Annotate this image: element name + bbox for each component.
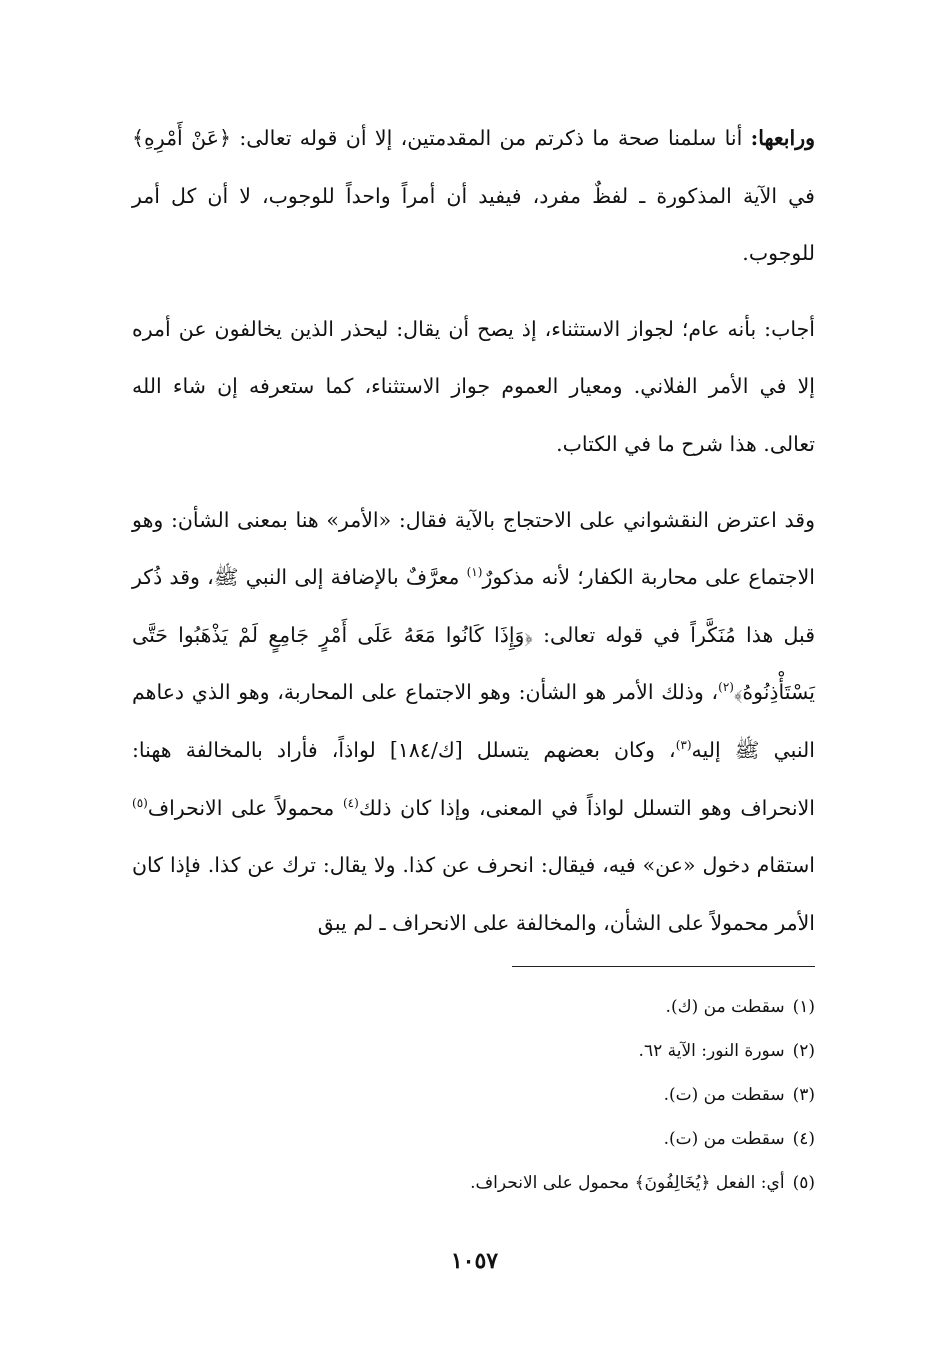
- footnote-ref: (٣): [675, 738, 692, 753]
- footnote-number: (٤): [792, 1129, 815, 1149]
- footnote-text: أي: الفعل ﴿يُخَالِفُونَ﴾ محمول على الانحراف.: [470, 1173, 785, 1193]
- text-run: استقام دخول «عن» فيه، فيقال: انحرف عن كذا. ولا يقال: ترك عن كذا. فإذا كان الأمر محمولاً على الشأن، والمخالفة على الانحراف ـ لم يبق: [132, 853, 815, 935]
- text-run: أنا سلمنا صحة ما ذكرتم من المقدمتين، إلا أن قوله تعالى: ﴿عَنْ أَمْرِهِ﴾ في الآية المذكورة ـ لفظٌ مفرد، فيفيد أن أمراً واحداً للوجوب، لا أن كل أمر للوجوب.: [132, 126, 815, 266]
- text-run: محمولاً على الانحراف: [147, 795, 343, 820]
- footnote-item: [400, 1117, 815, 1161]
- footnote-divider: [512, 966, 815, 967]
- text-run: ورابعها:: [750, 126, 815, 150]
- paragraph: [132, 110, 815, 283]
- footnote-item: [400, 1073, 815, 1117]
- text-run: ، وكان بعضهم يتسلل [ك/١٨٤] لواذاً، فأراد بالمخالفة ههنا: الانحراف وهو التسلل لواذاً في المعنى، وإذا كان ذلك: [132, 737, 815, 820]
- text-run: ، وذلك الأمر هو الشأن: وهو الاجتماع على المحاربة، وهو الذي دعاهم النبي ﷺ إليه: [132, 680, 816, 762]
- footnote-number: (١): [792, 997, 815, 1017]
- main-text: [132, 110, 815, 970]
- footnote-ref: (٤): [342, 795, 359, 810]
- text-run: معرَّفٌ بالإضافة إلى النبي ﷺ، وقد ذُكر قبل هذا مُنَكَّراً في قوله تعالى: ﴿وَإِذَا كَانُوا مَعَهُ عَلَى أَمْرٍ جَامِعٍ لَمْ يَذْهَبُوا حَتَّى يَسْتَأْذِنُوهُ﴾: [132, 565, 815, 705]
- footnote-text: سورة النور: الآية ٦٢.: [638, 1041, 785, 1061]
- footnote-text: سقطت من (ت).: [663, 1085, 785, 1105]
- page-number: ١٠٥٧: [450, 1248, 499, 1274]
- footnotes: [400, 985, 815, 1205]
- footnote-number: (٥): [792, 1173, 815, 1193]
- footnote-item: [400, 1161, 815, 1205]
- footnote-text: سقطت من (ت).: [663, 1129, 785, 1149]
- footnote-item: [400, 1029, 815, 1073]
- footnote-text: سقطت من (ك).: [665, 997, 785, 1017]
- footnote-ref: (٢): [718, 680, 734, 695]
- footnote-ref: (١): [466, 565, 483, 580]
- footnote-number: (٢): [792, 1041, 815, 1061]
- paragraph: [132, 301, 815, 474]
- footnote-item: [400, 985, 815, 1029]
- footnote-ref: (٥): [132, 795, 148, 810]
- footnote-number: (٣): [792, 1085, 815, 1105]
- text-run: أجاب: بأنه عام؛ لجواز الاستثناء، إذ يصح أن يقال: ليحذر الذين يخالفون عن أمره إلا في الأمر الفلاني. ومعيار العموم جواز الاستثناء، كما ستعرفه إن شاء الله تعالى. هذا شرح ما في الكتاب.: [132, 316, 815, 456]
- text-run: وقد اعترض النقشواني على الاحتجاج بالآية فقال: «الأمر» هنا بمعنى الشأن: وهو الاجتماع على محاربة الكفار؛ لأنه مذكورٌ: [132, 507, 815, 590]
- paragraph: [132, 492, 815, 953]
